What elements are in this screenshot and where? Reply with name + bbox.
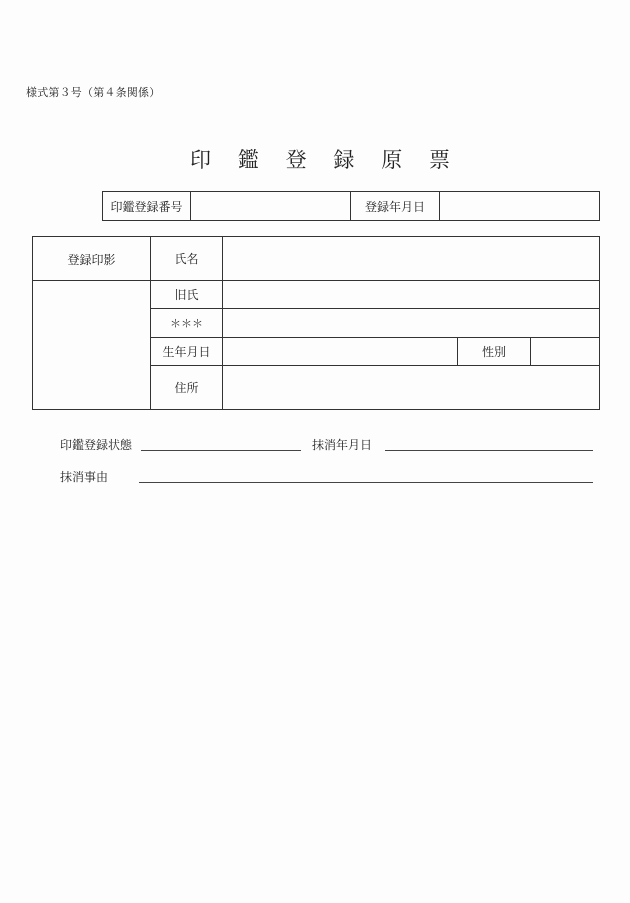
registration-number-field[interactable]	[191, 192, 350, 220]
status-label: 印鑑登録状態	[60, 438, 133, 452]
registration-table	[32, 236, 600, 410]
cancel-reason-label: 抹消事由	[60, 470, 109, 484]
address-label: 住所	[174, 381, 199, 395]
masked-label: ＊＊＊	[170, 317, 203, 330]
title-char: 録	[333, 148, 355, 172]
registration-date-label: 登録年月日	[364, 199, 425, 214]
title-char: 原	[381, 148, 403, 172]
former-name-label: 旧氏	[174, 288, 199, 302]
cancel-date-field[interactable]	[385, 450, 593, 451]
page-title	[190, 144, 450, 174]
registration-header-box	[102, 191, 600, 221]
seal-impression-area[interactable]	[33, 281, 150, 409]
cancel-reason-field[interactable]	[139, 482, 593, 483]
former-name-field[interactable]	[223, 281, 599, 308]
form-reference: 様式第３号（第４条関係）	[26, 86, 161, 99]
gender-field[interactable]	[531, 338, 599, 365]
title-char: 印	[190, 148, 211, 172]
gender-label: 性別	[481, 345, 506, 359]
address-field[interactable]	[223, 366, 599, 409]
title-char: 票	[428, 148, 450, 172]
name-field[interactable]	[223, 237, 599, 280]
title-char: 鑑	[237, 148, 259, 172]
name-label: 氏名	[174, 252, 199, 266]
registration-number-label: 印鑑登録番号	[110, 199, 183, 214]
status-field[interactable]	[141, 450, 301, 451]
seal-impression-label: 登録印影	[67, 253, 116, 267]
birthdate-label: 生年月日	[162, 345, 211, 359]
title-char: 登	[285, 148, 307, 172]
birthdate-field[interactable]	[223, 338, 457, 365]
registration-date-field[interactable]	[440, 192, 599, 220]
cancel-date-label: 抹消年月日	[312, 438, 373, 452]
masked-field[interactable]	[223, 309, 599, 337]
